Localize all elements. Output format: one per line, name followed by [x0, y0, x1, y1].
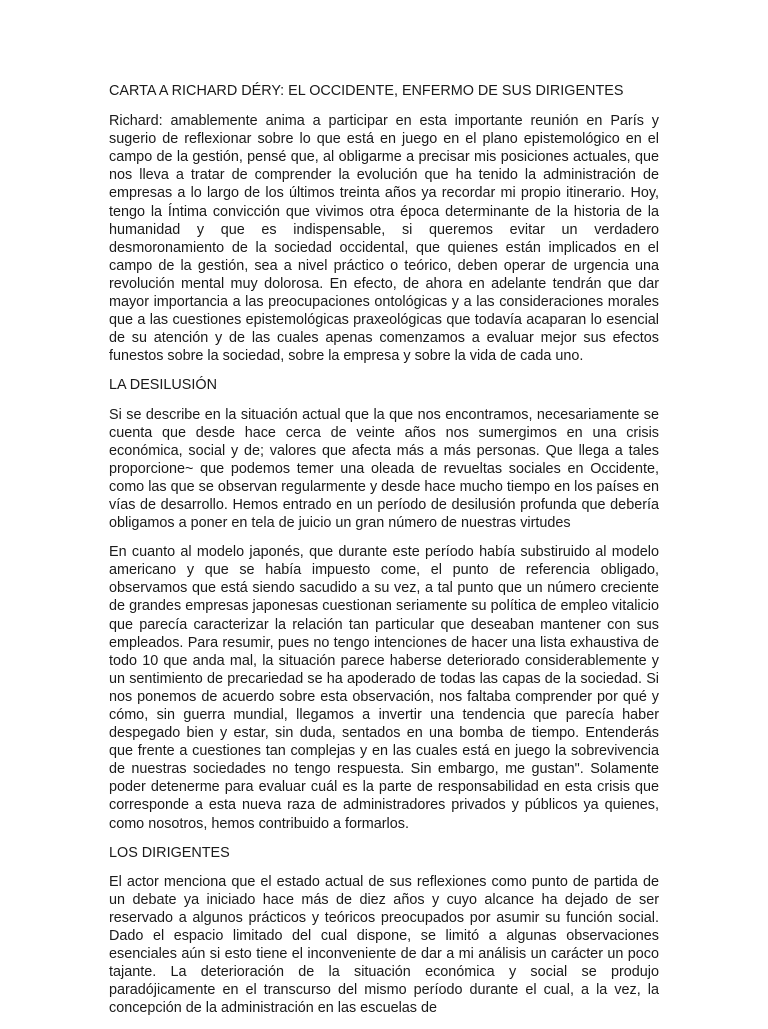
document-page	[109, 82, 659, 1029]
intro-paragraph: Richard: amablemente anima a participar en esta importante reunión en París y sugerio de reflexionar sobre lo que está en juego en el plano epistemológico en el campo de la gestión, pensé que, al obligarme a precisar mis posiciones actuales, que nos lleva a tratar de comprender la evolución que ha tenido la administración de empresas a lo largo de los últimos treinta años ya recordar mi propio itinerario. Hoy, tengo la Íntima convicción que vivimos otra época determinante de la historia de la humanidad y que es indispensable, si queremos evitar un verdadero desmoronamiento de la sociedad occidental, que quienes están implicados en el campo de la gestión, sea a nivel práctico o teórico, deben operar de urgencia una revolución mental muy dolorosa. En efecto, de ahora en adelante tendrán que dar mayor importancia a las preocupaciones ontológicas y a las consideraciones morales que a las cuestiones epistemológicas praxeológicas que todavía acaparan lo esencial de su atención y de las cuales apenas comenzamos a evaluar mejor sus efectos funestos sobre la sociedad, sobre la empresa y sobre la vida de cada uno.	[109, 113, 659, 365]
document-title: CARTA A RICHARD DÉRY: EL OCCIDENTE, ENFERMO DE SUS DIRIGENTES	[109, 83, 624, 99]
desilusion-paragraph-2: En cuanto al modelo japonés, que durante este período había substiruido al modelo americano y que se había impuesto come, el punto de referencia obligado, observamos que está siendo sacudido a su vez, a tal punto que un número creciente de grandes empresas japonesas cuestionan seriamente su política de empleo vitalicio que parecía caracterizar la relación tan particular que deseaban mantener con sus empleados. Para resumir, pues no tengo intenciones de hacer una lista exhaustiva de todo 10 que anda mal, la situación parece haberse deteriorado considerablemente y un sentimiento de precariedad se ha apoderado de todas las capas de la sociedad. Si nos ponemos de acuerdo sobre esta observación, nos faltaba comprender por qué y cómo, sin guerra mundial, llegamos a invertir una tendencia que parecía haber despegado bien y estar, sin duda, sentados en una bomba de tiempo. Entenderás que frente a cuestiones tan complejas y en las cuales está en juego la sobrevivencia de nuestras sociedades no tengo respuesta. Sin embargo, me gustan". Solamente poder detenerme para evaluar cuál es la parte de responsabilidad en esta crisis que corresponde a esta nueva raza de administradores privados y públicos ya quienes, como nosotros, hemos contribuido a formarlos.	[109, 544, 659, 832]
desilusion-paragraph-1: Si se describe en la situación actual que la que nos encontramos, necesariamente se cuenta que desde hace cerca de veinte años nos sumergimos en una crisis económica, social y de; valores que afecta más a más personas. Que llega a tales proporcione~ que podemos temer una oleada de revueltas sociales en Occidente, como las que se observan regularmente y desde hace mucho tiempo en los países en vías de desarrollo. Hemos entrado en un período de desilusión profunda que debería obligamos a poner en tela de juicio un gran número de nuestras virtudes	[109, 406, 659, 532]
section-heading-dirigentes: LOS DIRIGENTES	[109, 844, 230, 861]
section-heading-desilusion: LA DESILUSIÓN	[109, 377, 217, 394]
dirigentes-paragraph-1: El actor menciona que el estado actual de sus reflexiones como punto de partida de un debate ya iniciado hace más de diez años y cuyo alcance ha dejado de ser reservado a algunos prácticos y teóricos preocupados por asumir su función social. Dado el espacio limitado del cual dispone, se limitó a algunas observaciones esenciales aún si esto tiene el inconveniente de dar a mi análisis un carácter un poco tajante. La deterioración de la situación económica y social se produjo paradójicamente en el transcurso del mismo período durante el cual, a la vez, la concepción de la administración en las escuelas de	[109, 873, 659, 1017]
